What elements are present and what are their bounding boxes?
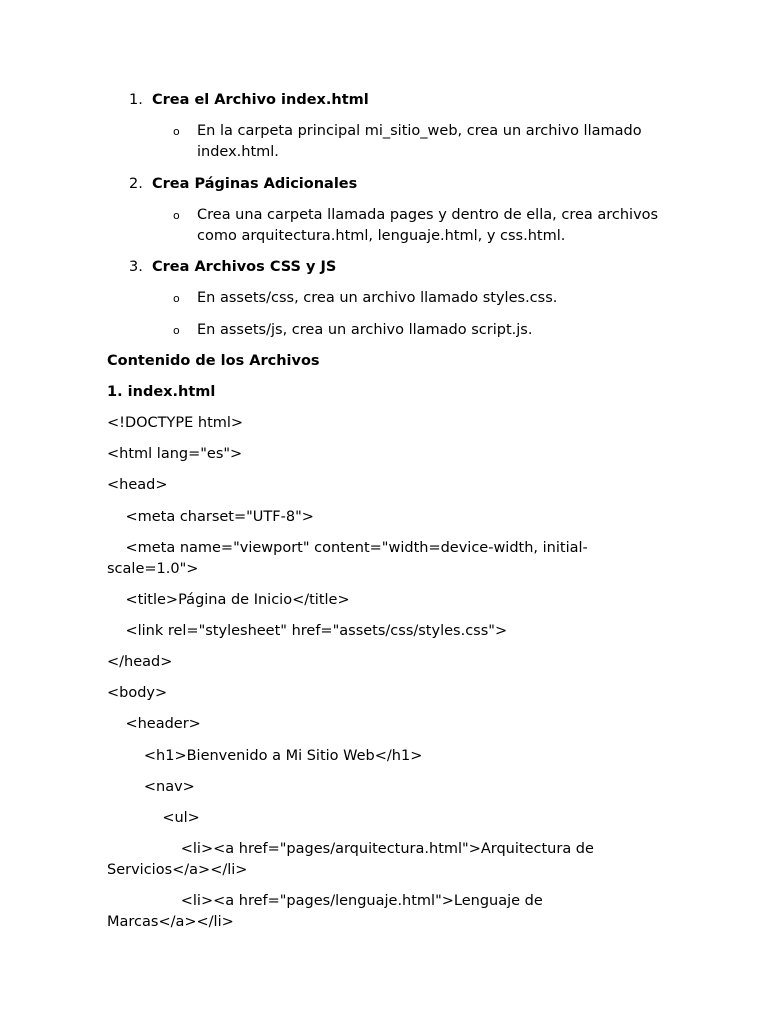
code-line: <!DOCTYPE html>	[107, 415, 244, 431]
code-line: <ul>	[107, 810, 200, 826]
code-line: <meta charset="UTF-8">	[107, 509, 314, 525]
code-line: </head>	[107, 654, 173, 670]
code-line: <nav>	[107, 779, 195, 795]
bullet-text: Crea una carpeta llamada pages y dentro de ella, crea archivos como arquitectura.html, lenguaje.html, y css.html.	[197, 207, 659, 244]
step-number: 3.	[129, 259, 143, 275]
bullet-text: En assets/js, crea un archivo llamado script.js.	[197, 322, 533, 338]
code-line: <html lang="es">	[107, 446, 243, 462]
bullet-icon: o	[173, 324, 180, 337]
code-line: <li><a href="pages/arquitectura.html">Arquitectura de Servicios</a></li>	[107, 841, 599, 878]
code-line: <title>Página de Inicio</title>	[107, 592, 350, 608]
bullet-icon: o	[173, 209, 180, 222]
step-number: 1.	[129, 92, 143, 108]
code-line: <body>	[107, 685, 168, 701]
code-line: <header>	[107, 716, 201, 732]
code-line: <h1>Bienvenido a Mi Sitio Web</h1>	[107, 748, 423, 764]
bullet-icon: o	[173, 125, 180, 138]
section-heading: Contenido de los Archivos	[107, 353, 320, 369]
code-line: <link rel="stylesheet" href="assets/css/styles.css">	[107, 623, 508, 639]
bullet-icon: o	[173, 292, 180, 305]
step-number: 2.	[129, 176, 143, 192]
code-line: <meta name="viewport" content="width=device-width, initial-scale=1.0">	[107, 540, 588, 577]
code-line: <head>	[107, 477, 168, 493]
step-title: Crea Archivos CSS y JS	[152, 259, 337, 275]
bullet-text: En la carpeta principal mi_sitio_web, crea un archivo llamado index.html.	[197, 123, 642, 160]
bullet-text: En assets/css, crea un archivo llamado styles.css.	[197, 290, 558, 306]
step-title: Crea Páginas Adicionales	[152, 176, 358, 192]
code-line: <li><a href="pages/lenguaje.html">Lenguaje de Marcas</a></li>	[107, 893, 548, 930]
step-title: Crea el Archivo index.html	[152, 92, 369, 108]
file-heading: 1. index.html	[107, 384, 216, 400]
